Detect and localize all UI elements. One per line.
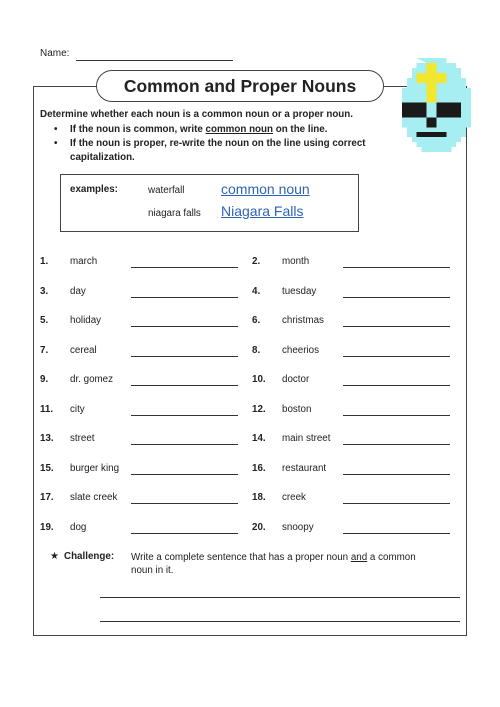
- bullet1-text-after: on the line.: [273, 124, 328, 135]
- item-number: 8.: [252, 344, 261, 356]
- item-number: 11.: [40, 403, 54, 415]
- item-number: 13.: [40, 433, 54, 444]
- item-number: 12.: [252, 403, 266, 415]
- item-number: 16.: [252, 462, 266, 474]
- answer-line[interactable]: [131, 326, 238, 327]
- answer-line[interactable]: [131, 415, 238, 416]
- item-word: snoopy: [282, 521, 314, 533]
- bullet1-text-before: If the noun is common, write: [70, 124, 206, 135]
- answer-line[interactable]: [131, 444, 238, 445]
- example-answer-1: common noun: [221, 181, 310, 197]
- answer-line[interactable]: [343, 474, 450, 475]
- answer-line[interactable]: [131, 474, 238, 475]
- challenge-text-after: a common noun in it.: [131, 552, 416, 576]
- challenge-text-before: Write a complete sentence that has a proper noun: [131, 552, 351, 563]
- item-number: 1.: [40, 256, 49, 267]
- item-word: burger king: [70, 462, 120, 474]
- item-number: 15.: [40, 462, 54, 474]
- item-word: boston: [282, 403, 312, 415]
- example-answer-2: Niagara Falls: [221, 203, 304, 219]
- answer-line[interactable]: [343, 385, 450, 386]
- answer-line[interactable]: [343, 444, 450, 445]
- item-word: street: [70, 433, 95, 444]
- item-number: 17.: [40, 492, 54, 503]
- answer-line[interactable]: [131, 267, 238, 268]
- bullet2-text: If the noun is proper, re-write the noun on the line using correct capitalization.: [70, 138, 366, 163]
- item-word: cheerios: [282, 344, 320, 356]
- item-word: tuesday: [282, 285, 317, 297]
- item-word: city: [70, 403, 85, 415]
- item-number: 18.: [252, 492, 266, 503]
- instructions-main: Determine whether each noun is a common noun or a proper noun.: [40, 109, 353, 120]
- bullet1-underlined: common noun: [205, 124, 274, 135]
- item-number: 4.: [252, 285, 261, 297]
- item-word: christmas: [282, 315, 324, 326]
- answer-line[interactable]: [343, 533, 450, 534]
- item-number: 2.: [252, 256, 261, 267]
- challenge-writing-line-2[interactable]: [100, 621, 460, 622]
- answer-line[interactable]: [131, 297, 238, 298]
- instruction-bullet-common: [54, 123, 390, 137]
- item-word: month: [282, 256, 310, 267]
- example-word-2: niagara falls: [148, 208, 201, 219]
- item-number: 6.: [252, 315, 261, 326]
- challenge-text: [131, 551, 431, 577]
- answer-line[interactable]: [343, 503, 450, 504]
- item-word: dog: [70, 521, 87, 533]
- item-number: 7.: [40, 344, 49, 356]
- item-word: holiday: [70, 315, 102, 326]
- answer-line[interactable]: [131, 503, 238, 504]
- item-word: dr. gomez: [70, 374, 114, 385]
- item-number: 10.: [252, 374, 266, 385]
- luchador-mask-icon: [392, 58, 471, 157]
- item-word: day: [70, 285, 86, 297]
- answer-line[interactable]: [343, 326, 450, 327]
- answer-line[interactable]: [343, 267, 450, 268]
- bullet-dot: •: [54, 124, 58, 135]
- answer-line[interactable]: [343, 297, 450, 298]
- answer-line[interactable]: [343, 415, 450, 416]
- challenge-and: and: [350, 552, 368, 563]
- challenge-label: Challenge:: [64, 551, 115, 562]
- instruction-bullet-proper: [54, 137, 390, 165]
- answer-line[interactable]: [131, 533, 238, 534]
- name-line[interactable]: [76, 60, 233, 61]
- item-word: doctor: [282, 374, 310, 385]
- item-number: 14.: [252, 433, 266, 444]
- examples-label: examples:: [70, 184, 118, 195]
- item-number: 5.: [40, 315, 49, 326]
- item-word: creek: [282, 492, 306, 503]
- item-word: march: [70, 256, 98, 267]
- answer-line[interactable]: [131, 385, 238, 386]
- examples-box: [60, 174, 359, 232]
- answer-line[interactable]: [343, 356, 450, 357]
- star-icon: ★: [50, 551, 59, 562]
- item-word: main street: [282, 433, 331, 444]
- item-word: slate creek: [70, 492, 118, 503]
- page-title: Common and Proper Nouns: [96, 70, 384, 102]
- bullet-dot: •: [54, 138, 58, 149]
- name-label: Name:: [40, 48, 70, 59]
- item-word: cereal: [70, 344, 97, 356]
- challenge-writing-line-1[interactable]: [100, 597, 460, 598]
- answer-line[interactable]: [131, 356, 238, 357]
- item-number: 20.: [252, 521, 266, 533]
- example-word-1: waterfall: [148, 185, 185, 196]
- item-number: 19.: [40, 521, 54, 533]
- item-number: 3.: [40, 285, 49, 297]
- item-number: 9.: [40, 374, 49, 385]
- item-word: restaurant: [282, 462, 327, 474]
